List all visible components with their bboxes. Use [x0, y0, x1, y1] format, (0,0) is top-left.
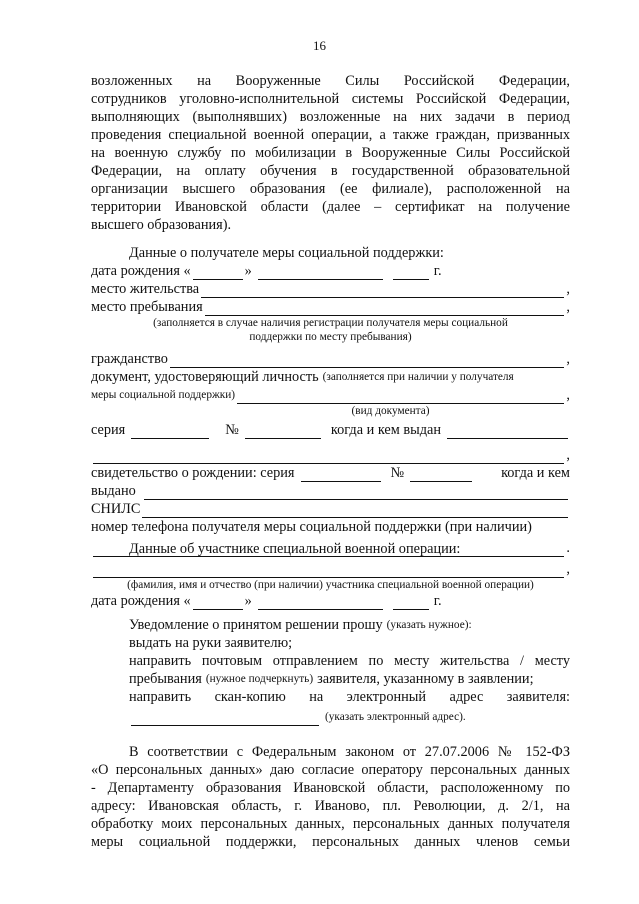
issued-label-2: когда и кем — [501, 465, 570, 481]
residence-label: место жительства — [91, 281, 200, 297]
issued-label-3: выдано — [91, 483, 136, 499]
comma: , — [566, 299, 570, 315]
consent-line: обработку моих персональных данных, персональных данных получателя — [91, 816, 570, 832]
intro-line: возложенных на Вооруженные Силы Российской Федерации, — [91, 73, 570, 89]
intro-line: выполняющих (выполнявших) возложенные на них задачи в период — [91, 109, 570, 125]
option-post-note: (нужное подчеркнуть) — [205, 673, 314, 685]
consent-line: адресу: Ивановская область, г. Иваново, пл. Революции, д. 2/1, на — [91, 798, 570, 814]
intro-line: территории Ивановской области (далее – сертификат на получение — [91, 199, 570, 215]
comma: , — [566, 281, 570, 297]
option-post: направить почтовым отправлением по месту жительства / месту — [129, 653, 570, 669]
birth-cert-number-field[interactable] — [410, 467, 472, 482]
intro-line: проведения специальной военной операции, а также граждан, призванных — [91, 127, 570, 143]
number-sign: № — [225, 422, 239, 438]
consent-line: В соответствии с Федеральным законом от 27.07.2006 № 152-ФЗ — [129, 744, 570, 760]
residence-field[interactable] — [201, 283, 564, 298]
participant-dob-year-field[interactable] — [393, 595, 429, 610]
birth-cert-row — [91, 464, 570, 482]
issued-continuation-row — [91, 446, 570, 464]
intro-line: сотрудников уголовно-исполнительной системы Российской Федерации, — [91, 91, 570, 107]
dob-label: дата рождения « — [91, 593, 191, 609]
comma: , — [566, 561, 570, 577]
id-doc-field[interactable] — [237, 389, 564, 404]
stay-note: (заполняется в случае наличия регистрации получателя меры социальной — [153, 317, 508, 329]
dob-label: дата рождения « — [91, 263, 191, 279]
consent-line: «О персональных данных» даю согласие оператору персональных данных — [91, 762, 570, 778]
notification-heading — [91, 616, 570, 634]
id-doc-row — [91, 368, 570, 386]
birth-cert-series-field[interactable] — [301, 467, 381, 482]
option-post-suffix: заявителя, указанному в заявлении; — [317, 671, 534, 687]
snils-label: СНИЛС — [91, 501, 141, 517]
consent-paragraph — [91, 743, 570, 851]
email-field[interactable] — [131, 711, 319, 726]
notification-heading-note: (указать нужное): — [386, 619, 472, 631]
snils-field[interactable] — [142, 503, 568, 518]
consent-line: меры социальной поддержки, персональных данных членов семьи — [91, 834, 570, 850]
residence-row — [91, 280, 570, 298]
birth-cert-label: свидетельство о рождении: серия — [91, 465, 295, 481]
email-row — [91, 708, 570, 726]
doc-type-caption: (вид документа) — [351, 405, 430, 417]
participant-dob-day-field[interactable] — [193, 595, 243, 610]
comma: , — [566, 351, 570, 367]
recipient-dob-row — [91, 262, 570, 280]
citizenship-field[interactable] — [170, 353, 565, 368]
snils-row — [91, 500, 570, 518]
citizenship-label: гражданство — [91, 351, 168, 367]
participant-name-field[interactable] — [93, 563, 564, 578]
issued-field[interactable] — [447, 424, 568, 439]
comma: , — [566, 387, 570, 403]
email-note: (указать электронный адрес). — [325, 711, 466, 723]
dob-day-field[interactable] — [193, 265, 243, 280]
id-doc-label: документ, удостоверяющий личность — [91, 369, 319, 385]
participant-heading: Данные об участнике специальной военной операции: — [129, 541, 461, 557]
recipient-heading: Данные о получателе меры социальной поддержки: — [129, 245, 444, 261]
intro-line: на военную службу по мобилизации в Вооруженные Силы Российской — [91, 145, 570, 161]
citizenship-row — [91, 350, 570, 368]
participant-section — [91, 540, 570, 610]
option-post-prefix: пребывания — [129, 671, 202, 687]
intro-line: организации высшего образования (ее филиале), расположенной на — [91, 181, 570, 197]
notification-heading-text: Уведомление о принятом решении прошу — [129, 617, 383, 633]
stay-note: поддержки по месту пребывания) — [249, 331, 412, 343]
year-suffix: г. — [433, 263, 442, 279]
dob-year-field[interactable] — [393, 265, 429, 280]
participant-dob-month-field[interactable] — [258, 595, 383, 610]
dob-close: » — [244, 593, 252, 609]
issued-label: когда и кем выдан — [330, 422, 442, 438]
number-sign: № — [390, 465, 405, 481]
series-field[interactable] — [131, 424, 209, 439]
page-number: 16 — [313, 38, 326, 53]
series-label: серия — [91, 422, 126, 438]
issued-field-2[interactable] — [93, 449, 564, 464]
option-email: направить скан-копию на электронный адрес заявителя: — [129, 689, 570, 705]
consent-line: - Департаменту образования Ивановской области, расположенному по — [91, 780, 570, 796]
intro-line: Федерации, на оплату обучения в государственной образовательной — [91, 163, 570, 179]
year-suffix: г. — [433, 593, 442, 609]
comma: , — [566, 447, 570, 463]
recipient-section — [91, 244, 570, 557]
series-row — [91, 421, 570, 439]
notification-section — [91, 616, 570, 726]
participant-name-row — [91, 560, 570, 578]
option-post-line-2 — [91, 670, 570, 688]
birth-cert-issued-field[interactable] — [144, 485, 568, 500]
period: . — [566, 540, 570, 556]
id-doc-row-2 — [91, 386, 570, 404]
phone-row — [91, 518, 570, 536]
id-doc-note-2: меры социальной поддержки) — [91, 389, 236, 401]
intro-paragraph — [91, 72, 570, 234]
phone-label: номер телефона получателя меры социальной поддержки (при наличии) — [91, 519, 532, 535]
participant-dob-row — [91, 592, 570, 610]
dob-month-field[interactable] — [258, 265, 383, 280]
number-field[interactable] — [245, 424, 321, 439]
option-hand-delivery: выдать на руки заявителю; — [129, 635, 293, 651]
participant-name-caption: (фамилия, имя и отчество (при наличии) участника специальной военной операции) — [127, 579, 534, 591]
intro-line: высшего образования). — [91, 217, 232, 233]
birth-cert-issued-row — [91, 482, 570, 500]
dob-close: » — [244, 263, 252, 279]
stay-row — [91, 298, 570, 316]
stay-label: место пребывания — [91, 299, 203, 315]
stay-field[interactable] — [205, 301, 565, 316]
id-doc-note: (заполняется при наличии у получателя — [322, 371, 514, 383]
